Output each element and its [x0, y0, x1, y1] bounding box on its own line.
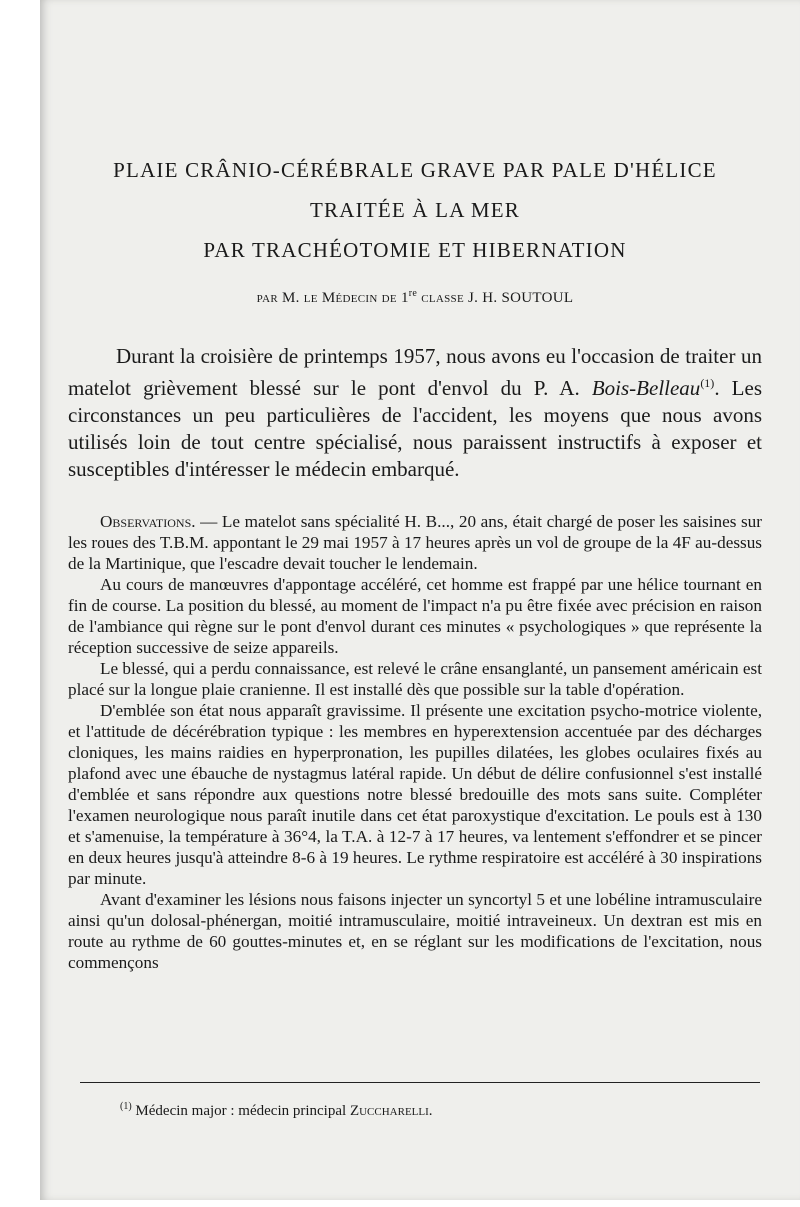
title-line-1: PLAIE CRÂNIO-CÉRÉBRALE GRAVE PAR PALE D'HÉLICE	[113, 158, 717, 182]
byline-prefix: par M. le Médecin de	[256, 290, 401, 306]
scan-margin	[0, 0, 40, 1207]
title-line-2: TRAITÉE À LA MER	[310, 198, 520, 222]
intro-text-1: Durant la croisière de printemps 1957, nous avons eu l'occasion de traiter un matelot grièvement blessé sur le pont d'envol du P. A.	[68, 344, 762, 400]
footnote-divider	[80, 1082, 760, 1083]
byline-rank-number: 1	[400, 290, 409, 306]
intro-paragraph	[68, 343, 762, 483]
article-title	[68, 150, 762, 270]
section-heading: Observations.	[100, 512, 196, 531]
observation-text-1: — Le matelot sans spécialité H. B..., 20 ans, était chargé de poser les saisines sur les roues des T.B.M. appontant le 29 mai 1957 à 17 heures après un vol de groupe de la 4F au-dessus de la Martinique, que l'escadre devait toucher le lendemain.	[68, 512, 762, 573]
observation-paragraph-3: Le blessé, qui a perdu connaissance, est relevé le crâne ensanglanté, un pansement américain est placé sur la longue plaie cranienne. Il est installé dès que possible sur la table d'opération.	[68, 659, 762, 699]
footnote	[120, 1101, 433, 1120]
author-byline	[68, 288, 762, 307]
byline-author: J. H. SOUTOUL	[468, 290, 574, 306]
observations-section	[68, 511, 762, 973]
intro-text-2: . Les circonstances un peu particulières de l'accident, les moyens que nous avons utilisés loin de tout centre spécialisé, nous paraissent instructifs à exposer et susceptibles d'intéresser le médecin embarqué.	[68, 376, 762, 481]
footnote-text: Médecin major : médecin principal	[131, 1103, 350, 1119]
ship-name: Bois-Belleau	[591, 376, 701, 400]
observation-paragraph-5: Avant d'examiner les lésions nous faisons injecter un syncortyl 5 et une lobéline intramusculaire ainsi qu'un dolosal-phénergan, moitié intramusculaire, moitié intraveineux. Un dextran est mis en route au rythme de 60 gouttes-minutes et, en se réglant sur les modifications de l'excitation, nous commençons	[68, 890, 762, 972]
article-content	[68, 150, 762, 973]
observation-paragraph-1	[68, 511, 762, 574]
byline-rank-suffix: classe	[417, 290, 469, 306]
observation-paragraph-2: Au cours de manœuvres d'appontage accéléré, cet homme est frappé par une hélice tournant en fin de course. La position du blessé, au moment de l'impact n'a pu être fixée avec précision en raison de l'ambiance qui règne sur le pont d'envol durant ces minutes « psychologiques » que représente la réception successive de seize appareils.	[68, 575, 762, 657]
title-line-3: PAR TRACHÉOTOMIE ET HIBERNATION	[203, 238, 627, 262]
observation-paragraph-4: D'emblée son état nous apparaît gravissime. Il présente une excitation psycho-motrice violente, et l'attitude de décérébration typique : les membres en hyperextension accentuée par des décharges cloniques, les mains raidies en hyperpronation, les pupilles dilatées, les globes oculaires fixés au plafond avec une ébauche de nystagmus latéral rapide. Un début de délire confusionnel s'est installé d'emblée et sans répondre aux questions notre blessé bredouille des mots sans suite. Compléter l'examen neurologique nous paraît inutile dans cet état paroxystique d'excitation. Le pouls est à 130 et s'amenuise, la température à 36°4, la T.A. à 12-7 à 17 heures, va lentement s'effondrer et se pincer en deux heures jusqu'à atteindre 8-6 à 19 heures. Le rythme respiratoire est accéléré à 30 inspirations par minute.	[68, 701, 762, 888]
footnote-name: Zuccharelli.	[349, 1103, 433, 1119]
footnote-ref: (1)	[700, 376, 715, 390]
footnote-marker: (1)	[120, 1101, 132, 1112]
byline-rank-sup: re	[408, 288, 418, 299]
